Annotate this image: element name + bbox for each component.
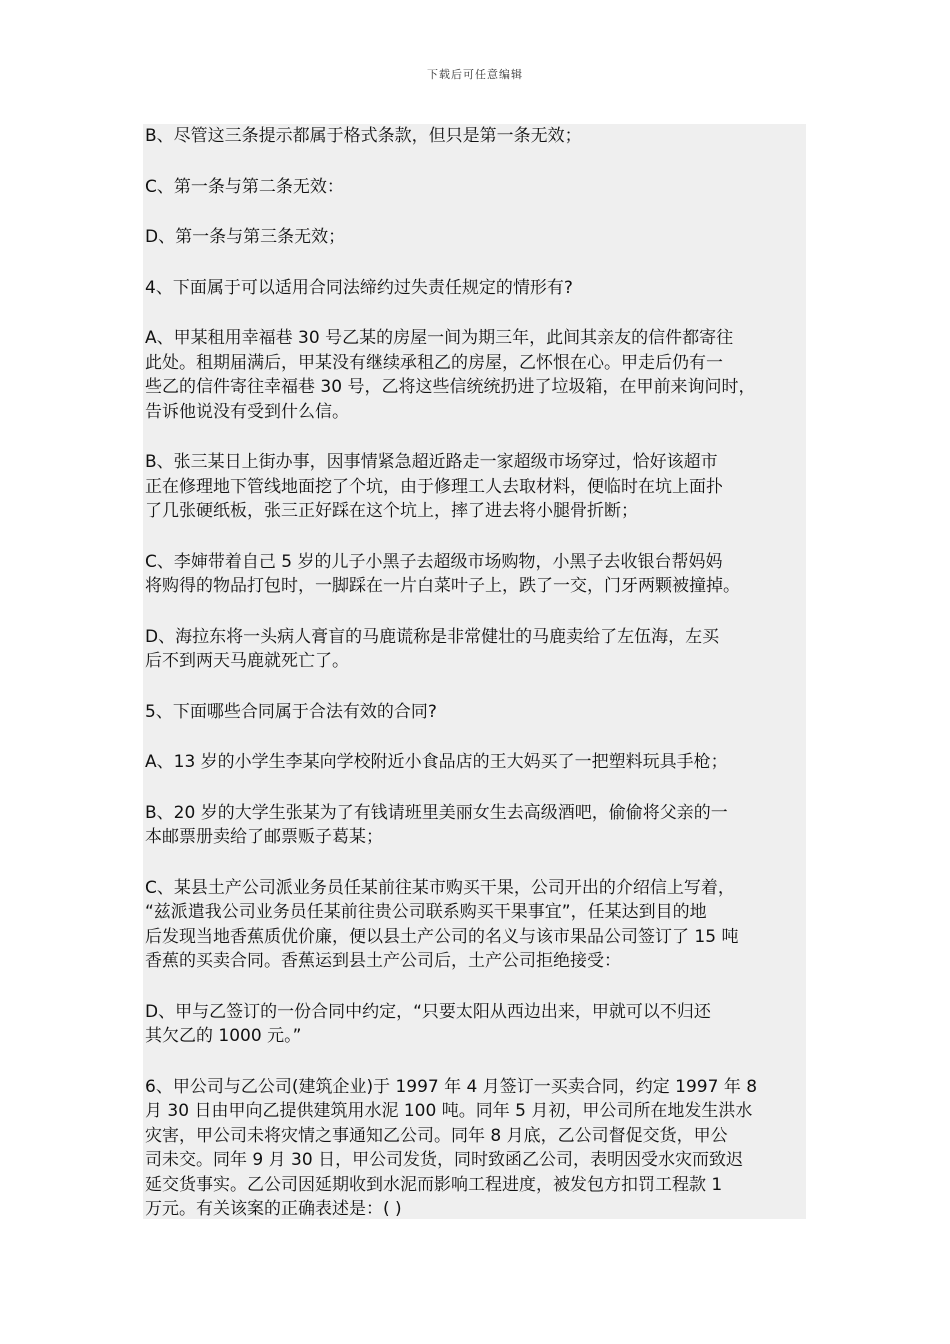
paragraph <box>143 801 806 850</box>
text-line: D、海拉东将一头病人膏盲的马鹿谎称是非常健壮的马鹿卖给了左伍海，左买 <box>145 626 720 647</box>
text-line: 5、下面哪些合同属于合法有效的合同? <box>145 701 437 722</box>
text-line: 后不到两天马鹿就死亡了。 <box>145 651 349 671</box>
paragraph-gap <box>143 524 806 550</box>
text-line: C、某县土产公司派业务员任某前往某市购买干果，公司开出的介绍信上写着， <box>145 877 735 898</box>
text-line: 4、下面属于可以适用合同法缔约过失责任规定的情形有? <box>145 277 573 298</box>
paragraph <box>143 124 806 149</box>
text-line: 后发现当地香蕉质优价廉，便以县土产公司的名义与该市果品公司签订了 15 吨 <box>145 926 739 947</box>
text-line: 将购得的物品打包时，一脚踩在一片白菜叶子上，跌了一交，门牙两颗被撞掉。 <box>145 576 740 596</box>
paragraph <box>143 700 806 725</box>
text-line: “兹派遣我公司业务员任某前往贵公司联系购买干果事宜”，任某达到目的地 <box>145 902 707 922</box>
text-line: A、13 岁的小学生李某向学校附近小食品店的王大妈买了一把塑料玩具手枪； <box>145 752 728 772</box>
text-line: D、第一条与第三条无效； <box>145 227 346 247</box>
text-line: 此处。租期届满后，甲某没有继续承租乙的房屋，乙怀恨在心。甲走后仍有一 <box>145 352 723 373</box>
text-line: 月 30 日由甲向乙提供建筑用水泥 100 吨。同年 5 月初，甲公司所在地发生洪水 <box>145 1101 753 1121</box>
paragraph <box>143 326 806 424</box>
paragraph-gap <box>143 1049 806 1075</box>
paragraph <box>143 1075 806 1220</box>
text-line: 正在修理地下管线地面挖了个坑，由于修理工人去取材料，便临时在坑上面扑 <box>145 476 723 497</box>
paragraph <box>143 276 806 301</box>
text-line: 些乙的信件寄往幸福巷 30 号，乙将这些信统统扔进了垃圾箱，在甲前来询问时， <box>145 377 756 397</box>
text-line: D、甲与乙签订的一份合同中约定，“只要太阳从西边出来，甲就可以不归还 <box>145 1001 711 1022</box>
text-line: C、李婶带着自己 5 岁的儿子小黑子去超级市场购物，小黑子去收银台帮妈妈 <box>145 551 723 572</box>
text-line: B、尽管这三条提示都属于格式条款，但只是第一条无效； <box>145 126 582 146</box>
paragraph <box>143 550 806 599</box>
text-line: 灾害，甲公司未将灾情之事通知乙公司。同年 8 月底，乙公司督促交货，甲公 <box>145 1125 728 1146</box>
paragraph <box>143 1000 806 1049</box>
paragraph <box>143 876 806 974</box>
paragraph <box>143 225 806 250</box>
paragraph-gap <box>143 149 806 175</box>
paragraph-gap <box>143 850 806 876</box>
text-line: 了几张硬纸板，张三正好踩在这个坑上，摔了进去将小腿骨折断； <box>145 501 638 521</box>
text-line: 其欠乙的 1000 元。” <box>145 1026 302 1046</box>
paragraph-gap <box>143 300 806 326</box>
paragraph-gap <box>143 424 806 450</box>
text-line: C、第一条与第二条无效： <box>145 176 344 197</box>
paragraph-gap <box>143 599 806 625</box>
text-line: B、20 岁的大学生张某为了有钱请班里美丽女生去高级酒吧，偷偷将父亲的一 <box>145 802 728 823</box>
text-line: 6、甲公司与乙公司(建筑企业)于 1997 年 4 月签订一买卖合同，约定 1997 年 8 <box>145 1076 758 1097</box>
text-line: 本邮票册卖给了邮票贩子葛某； <box>145 827 383 847</box>
text-line: 香蕉的买卖合同。香蕉运到县土产公司后，土产公司拒绝接受： <box>145 951 621 971</box>
paragraph <box>143 450 806 524</box>
paragraph-gap <box>143 250 806 276</box>
text-line: 延交货事实。乙公司因延期收到水泥而影响工程进度，被发包方扣罚工程款 1 <box>145 1174 723 1195</box>
paragraph-gap <box>143 974 806 1000</box>
paragraph-gap <box>143 674 806 700</box>
paragraph-gap <box>143 724 806 750</box>
paragraph <box>143 750 806 775</box>
text-line: 告诉他说没有受到什么信。 <box>145 401 349 422</box>
paragraph <box>143 625 806 674</box>
paragraph-gap <box>143 199 806 225</box>
text-line: 万元。有关该案的正确表述是：( ) <box>145 1199 402 1219</box>
text-line: B、张三某日上街办事，因事情紧急超近路走一家超级市场穿过，恰好该超市 <box>145 452 718 472</box>
page-header: 下载后可任意编辑 <box>427 68 523 81</box>
document-body <box>143 124 806 1219</box>
paragraph-gap <box>143 775 806 801</box>
text-line: A、甲某租用幸福巷 30 号乙某的房屋一间为期三年，此间其亲友的信件都寄往 <box>145 328 734 348</box>
text-line: 司未交。同年 9 月 30 日，甲公司发货，同时致函乙公司，表明因受水灾而致迟 <box>145 1150 744 1170</box>
paragraph <box>143 175 806 200</box>
